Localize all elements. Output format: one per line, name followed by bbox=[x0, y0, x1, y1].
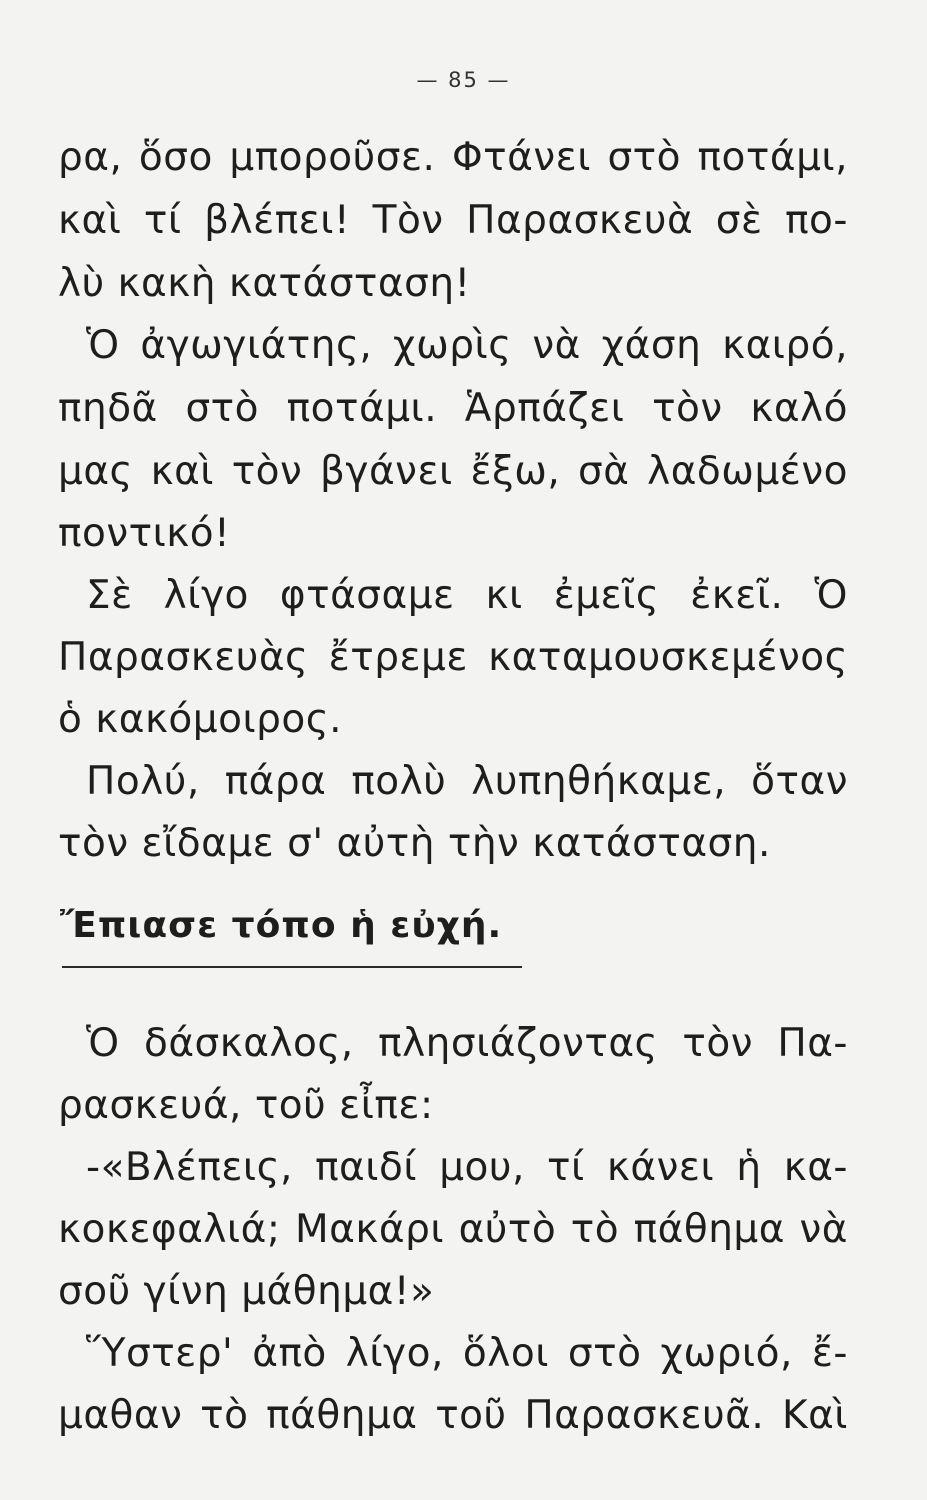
text-line: ρα, ὅσο μποροῦσε. Φτάνει στὸ ποτάμι, bbox=[58, 135, 848, 180]
text-line: μας καὶ τὸν βγάνει ἔξω, σὰ λαδωμένο bbox=[58, 449, 848, 494]
text-line: μαθαν τὸ πάθημα τοῦ Παρασκευᾶ. Καὶ bbox=[58, 1393, 848, 1438]
section-heading: Ἔπιασε τόπο ἡ εὐχή. bbox=[60, 905, 503, 946]
text-line: Ὕστερ' ἀπὸ λίγο, ὅλοι στὸ χωριό, ἔ- bbox=[86, 1331, 848, 1376]
text-line: Ὁ ἀγωγιάτης, χωρὶς νὰ χάση καιρό, bbox=[86, 323, 848, 368]
text-line: καὶ τί βλέπει! Τὸν Παρασκευὰ σὲ πο- bbox=[58, 198, 848, 243]
text-line: -«Βλέπεις, παιδί μου, τί κάνει ἡ κα- bbox=[86, 1145, 848, 1190]
text-line: Πολύ, πάρα πολὺ λυπηθήκαμε, ὅταν bbox=[86, 759, 848, 804]
text-line: ὁ κακόμοιρος. bbox=[58, 697, 343, 742]
text-line: λὺ κακὴ κατάσταση! bbox=[58, 261, 471, 306]
text-line: Σὲ λίγο φτάσαμε κι ἐμεῖς ἐκεῖ. Ὁ bbox=[86, 573, 848, 618]
text-line: Παρασκευὰς ἔτρεμε καταμουσκεμένος bbox=[58, 635, 848, 680]
text-line: Ὁ δάσκαλος, πλησιάζοντας τὸν Πα- bbox=[86, 1021, 848, 1066]
text-line: πηδᾶ στὸ ποτάμι. Ἁρπάζει τὸν καλό bbox=[58, 386, 848, 431]
text-line: τὸν εἴδαμε σ' αὐτὴ τὴν κατάσταση. bbox=[58, 821, 771, 866]
text-line: σοῦ γίνη μάθημα!» bbox=[58, 1269, 435, 1314]
text-line: ποντικό! bbox=[58, 511, 231, 556]
heading-underline bbox=[62, 966, 522, 968]
text-line: κοκεφαλιά; Μακάρι αὐτὸ τὸ πάθημα νὰ bbox=[58, 1207, 848, 1252]
page-number: — 85 — bbox=[416, 68, 511, 92]
text-line: ρασκευά, τοῦ εἶπε: bbox=[58, 1083, 434, 1128]
